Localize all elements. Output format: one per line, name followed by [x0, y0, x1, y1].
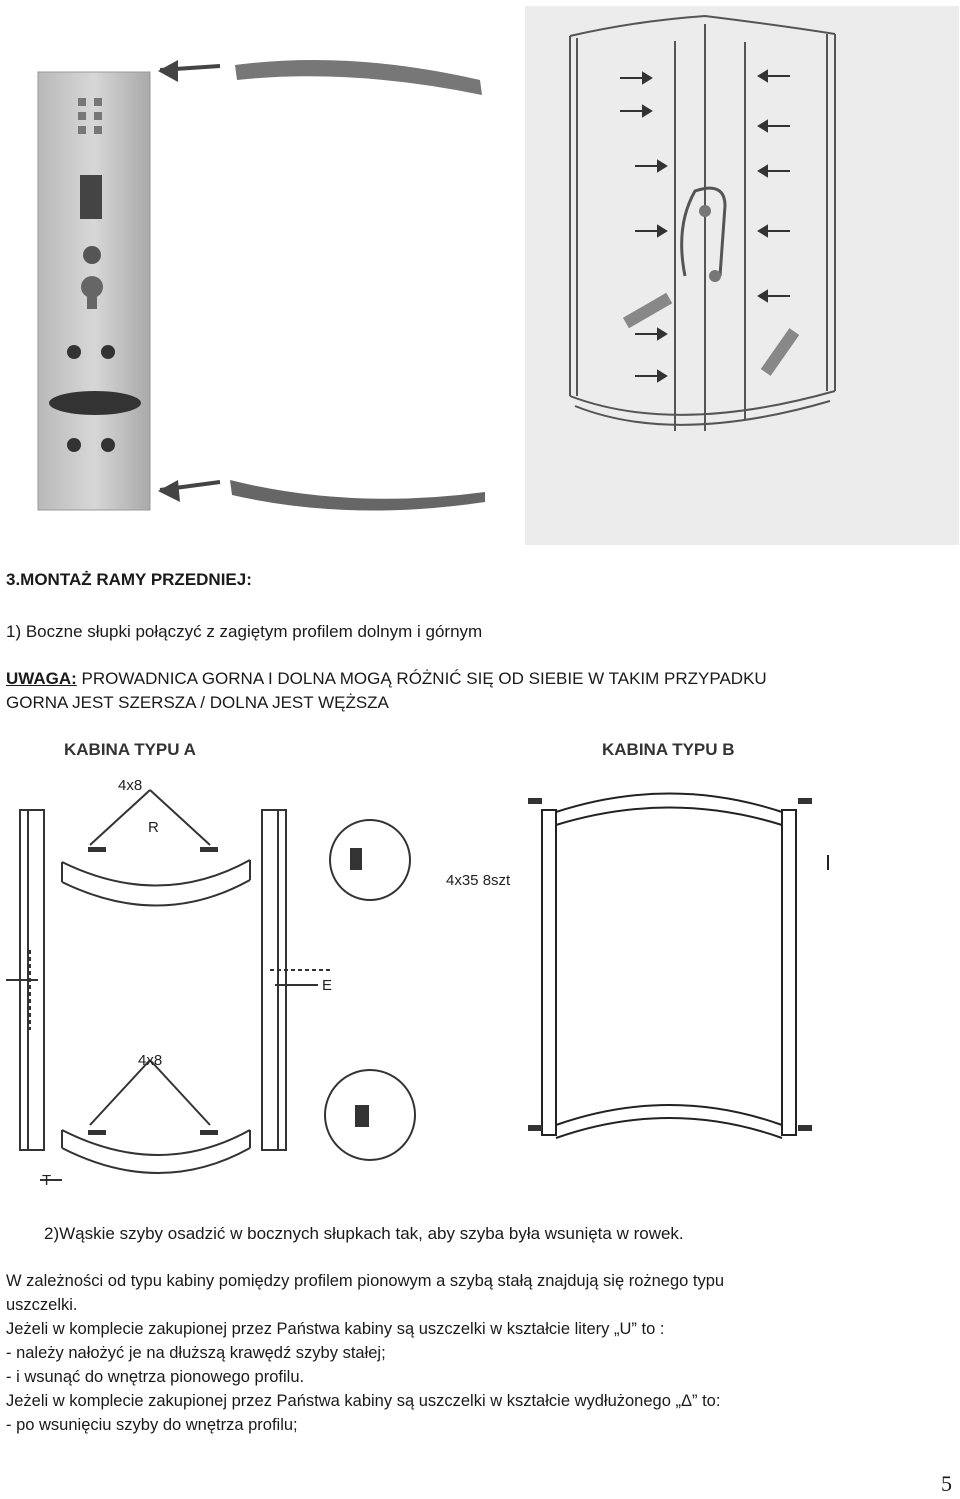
- label-t: T: [42, 1172, 52, 1189]
- body-line-6: Jeżeli w komplecie zakupionej przez Państwa kabiny są uszczelki w kształcie wydłużonego „Δ” to:: [6, 1392, 721, 1410]
- note-text-line1: PROWADNICA GORNA I DOLNA MOGĄ RÓŻNIĆ SIĘ OD SIEBIE W TAKIM PRZYPADKU: [76, 669, 767, 688]
- label-r: R: [148, 819, 159, 836]
- shower-panel-figure: [30, 40, 500, 520]
- body-line-2: uszczelki.: [6, 1296, 78, 1314]
- hole-size-top: 4x8: [118, 777, 143, 794]
- body-line-4: - należy nałożyć je na dłuższą krawędź szyby stałej;: [6, 1344, 386, 1362]
- body-text-block: [6, 1269, 724, 1437]
- cabin-b-diagram: [440, 770, 840, 1150]
- section-heading: 3.MONTAŻ RAMY PRZEDNIEJ:: [6, 570, 252, 589]
- note-block: [6, 667, 767, 715]
- cabin-b-label: KABINA TYPU B: [602, 740, 735, 759]
- cabin-a-label: KABINA TYPU A: [64, 740, 196, 759]
- screws-spec: 4x35 8szt: [446, 872, 511, 889]
- hole-size-bottom: 4x8: [138, 1052, 163, 1069]
- label-e: E: [322, 977, 333, 994]
- body-line-5: - i wsunąć do wnętrza pionowego profilu.: [6, 1368, 305, 1386]
- page-number: 5: [941, 1471, 952, 1496]
- shower-cabin-figure: [525, 6, 959, 545]
- step-1-text: 1) Boczne słupki połączyć z zagiętym profilem dolnym i górnym: [6, 622, 483, 641]
- step-2-text: 2)Wąskie szyby osadzić w bocznych słupkach tak, aby szyba była wsunięta w rowek.: [44, 1224, 684, 1243]
- cabin-a-diagram: [0, 770, 420, 1195]
- body-line-7: - po wsunięciu szyby do wnętrza profilu;: [6, 1416, 298, 1434]
- note-label: UWAGA:: [6, 669, 77, 688]
- body-line-1: W zależności od typu kabiny pomiędzy profilem pionowym a szybą stałą znajdują się rożnego typu: [6, 1272, 725, 1290]
- note-text-line2: GORNA JEST SZERSZA / DOLNA JEST WĘŻSZA: [6, 693, 389, 712]
- body-line-3: Jeżeli w komplecie zakupionej przez Państwa kabiny są uszczelki w kształcie litery „U” to :: [6, 1320, 665, 1338]
